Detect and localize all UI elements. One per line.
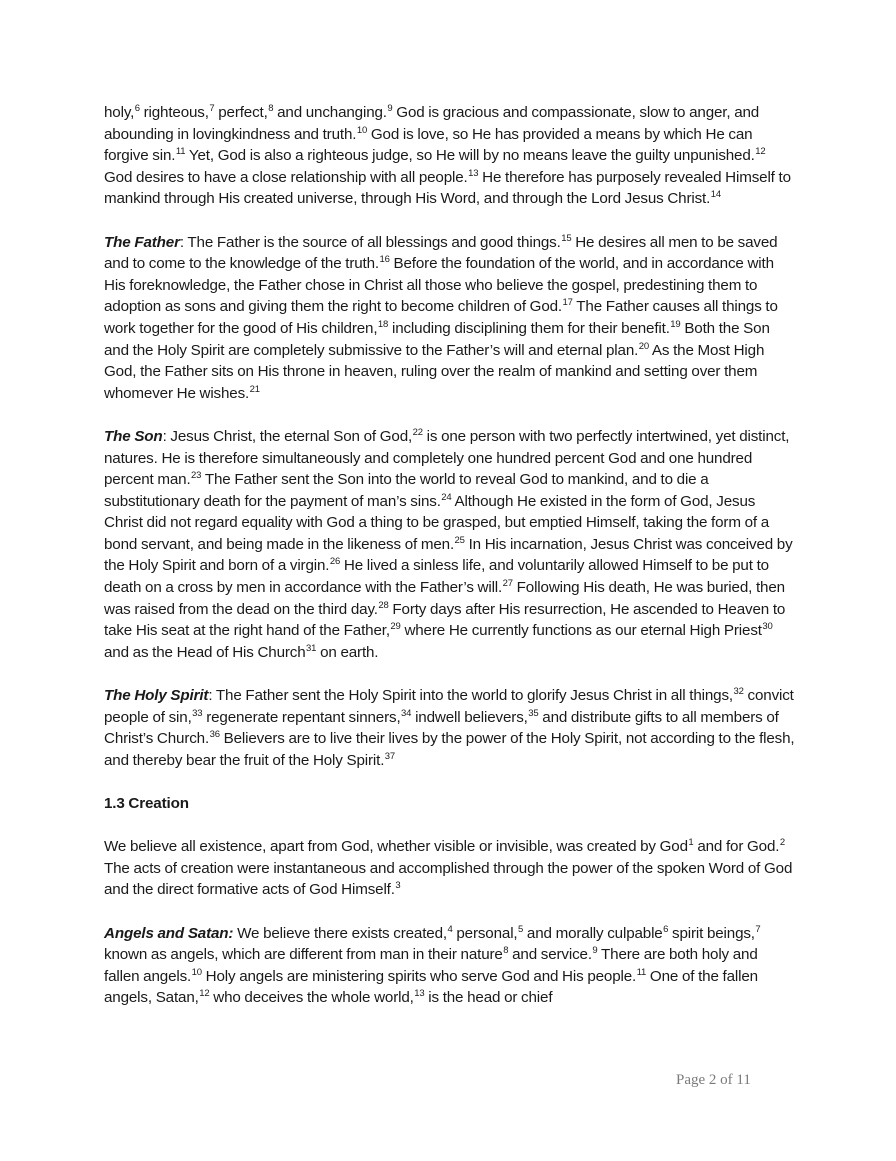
footnote-ref: 6 [663, 923, 669, 935]
footnote-ref: 6 [134, 103, 140, 114]
son-paragraph [104, 426, 796, 664]
text-run: We believe all existence, apart from God, whether visible or invisible, was created by God [104, 838, 688, 856]
text-run: Following His death, He was buried, then was raised from the dead on the third day. [104, 579, 785, 618]
text-run: There are both holy and fallen angels. [104, 946, 758, 985]
footnote-ref: 11 [636, 966, 647, 978]
text-run: One of the fallen angels, Satan, [104, 967, 758, 1007]
text-run: who deceives the whole world, [209, 989, 414, 1007]
text-run: and unchanging. [273, 104, 387, 121]
footnote-ref: 25 [454, 534, 465, 546]
text-run: Holy angels are ministering spirits who serve God and His people. [201, 967, 637, 985]
text-run: holy, [104, 104, 135, 121]
text-run: where He currently functions as our eternal High Priest [400, 622, 762, 640]
footnote-ref: 29 [390, 621, 401, 633]
footnote-ref: 16 [379, 254, 390, 266]
creation-heading [104, 793, 796, 815]
text-run: and morally culpable [523, 924, 663, 942]
footnote-ref: 5 [518, 923, 524, 935]
text-run: regenerate repentant sinners, [202, 708, 401, 726]
creation-paragraph [104, 836, 796, 901]
footnote-ref: 27 [502, 578, 513, 590]
footnote-ref: 12 [755, 146, 766, 158]
footnote-ref: 10 [191, 966, 202, 978]
text-run: Believers are to live their lives by the power of the Holy Spirit, not according to the flesh, and thereby bear the fruit of the Holy Spirit. [104, 730, 795, 769]
footnote-ref: 1 [688, 837, 694, 849]
footnote-ref: 32 [733, 686, 744, 698]
footnote-ref: 30 [762, 621, 773, 633]
footnote-ref: 10 [356, 124, 368, 136]
text-run: indwell believers, [411, 708, 528, 726]
footnote-ref: 11 [175, 146, 186, 158]
text-run: God is love, so He has provided a means by which He can forgive sin. [104, 125, 753, 165]
text-run: The Father causes all things to work together for the good of His children, [104, 298, 778, 337]
section-heading-text: 1.3 Creation [104, 795, 189, 812]
footnote-ref: 22 [412, 426, 423, 438]
footnote-ref: 36 [209, 729, 220, 741]
footnote-ref: 8 [268, 103, 274, 114]
text-run: perfect, [214, 104, 268, 121]
footnote-ref: 3 [395, 880, 401, 892]
footnote-ref: 4 [447, 923, 453, 935]
footnote-ref: 13 [414, 988, 425, 1000]
footnote-ref: 24 [441, 491, 452, 503]
footnote-ref: 12 [199, 988, 210, 1000]
footnote-ref: 19 [670, 318, 681, 330]
text-run: including disciplining them for their benefit. [388, 319, 670, 337]
text-run: Both the Son and the Holy Spirit are completely submissive to the Father’s will and eternal plan. [104, 319, 770, 359]
text-run: convict people of sin, [104, 687, 794, 726]
footnote-ref: 15 [561, 232, 572, 244]
footnote-ref: 28 [378, 599, 389, 611]
footnote-ref: 7 [209, 103, 215, 114]
text-run: : Jesus Christ, the eternal Son of God, [162, 427, 413, 445]
text-run: He lived a sinless life, and voluntarily allowed Himself to be put to death on a cross by men in accordance with the Father’s will. [104, 557, 769, 597]
text-run: is the head or chief [424, 989, 553, 1007]
text-run: on earth. [316, 643, 379, 661]
father-paragraph [104, 232, 796, 405]
footnote-ref: 8 [503, 945, 509, 957]
footnote-ref: 7 [755, 923, 761, 935]
text-run: He desires all men to be saved and to come to the knowledge of the truth. [104, 233, 778, 273]
footnote-ref: 26 [329, 556, 341, 568]
section-lead-term: The Father [104, 233, 180, 251]
text-run: Forty days after His resurrection, He ascended to Heaven to take His seat at the right hand of the Father, [104, 600, 786, 640]
text-run: personal, [452, 924, 518, 942]
text-run: and as the Head of His Church [104, 643, 306, 661]
footnote-ref: 37 [384, 750, 396, 762]
text-run: The Father sent the Son into the world to reveal God to mankind, and to die a substitutionary death for the payment of man’s sins. [104, 471, 709, 510]
footnote-ref: 13 [468, 167, 479, 179]
text-run: is one person with two perfectly intertwined, yet distinct, natures. He is therefore simultaneously and completely one hundred percent God and one hundred percent man. [104, 427, 790, 489]
text-run: : The Father sent the Holy Spirit into the world to glorify Jesus Christ in all things, [208, 687, 733, 705]
footnote-ref: 23 [191, 470, 202, 482]
intro-paragraph [104, 102, 796, 210]
footnote-ref: 9 [387, 103, 393, 114]
footnote-ref: 20 [638, 340, 649, 352]
holy-spirit-paragraph [104, 685, 796, 771]
text-run: and for God. [693, 838, 780, 856]
text-run: : The Father is the source of all blessings and good things. [179, 233, 561, 251]
section-lead-term: Angels and Satan: [104, 924, 234, 942]
text-run: We believe there exists created, [233, 924, 447, 942]
document-body [104, 102, 796, 1031]
text-run: spirit beings, [668, 924, 755, 942]
text-run: In His incarnation, Jesus Christ was conceived by the Holy Spirit and born of a virgin. [104, 535, 793, 575]
section-lead-term: The Holy Spirit [104, 687, 209, 705]
angels-paragraph [104, 923, 796, 1009]
page-number-footer: Page 2 of 11 [676, 1072, 751, 1088]
footnote-ref: 17 [562, 297, 573, 309]
text-run: Yet, God is also a righteous judge, so He will by no means leave the guilty unpunished. [185, 147, 755, 165]
footnote-ref: 18 [377, 318, 389, 330]
footnote-ref: 9 [592, 945, 598, 957]
text-run: The acts of creation were instantaneous and accomplished through the power of the spoken Word of God and the direct formative acts of God Himself. [104, 859, 793, 899]
footnote-ref: 34 [401, 707, 412, 719]
text-run: and service. [508, 946, 592, 964]
text-run: He therefore has purposely revealed Himself to mankind through His created universe, through His Word, and through the Lord Jesus Christ. [104, 168, 791, 208]
footnote-ref: 31 [306, 642, 317, 654]
text-run: known as angels, which are different from man in their nature [104, 946, 503, 964]
text-run: As the Most High God, the Father sits on His throne in heaven, ruling over the realm of mankind and setting over them whomever He wishes. [104, 341, 765, 402]
section-lead-term: The Son [104, 427, 163, 445]
text-run: God is gracious and compassionate, slow to anger, and abounding in lovingkindness and truth. [104, 104, 760, 143]
text-run: God desires to have a close relationship with all people. [104, 168, 468, 186]
footnote-ref: 35 [528, 707, 539, 719]
footnote-ref: 21 [249, 383, 260, 395]
footnote-ref: 33 [192, 707, 203, 719]
text-run: Before the foundation of the world, and in accordance with His foreknowledge, the Father chose in Christ all those who believe the gospel, predestining them to adoption as sons and giving them the right to become children of God. [104, 255, 774, 316]
footnote-ref: 2 [779, 837, 785, 849]
text-run: and distribute gifts to all members of Christ’s Church. [104, 708, 779, 748]
footnote-ref: 14 [710, 189, 721, 201]
text-run: righteous, [139, 104, 209, 121]
text-run: Although He existed in the form of God, Jesus Christ did not regard equality with God a thing to be grasped, but emptied Himself, taking the form of a bond servant, and being made in the likeness of men. [104, 492, 770, 553]
